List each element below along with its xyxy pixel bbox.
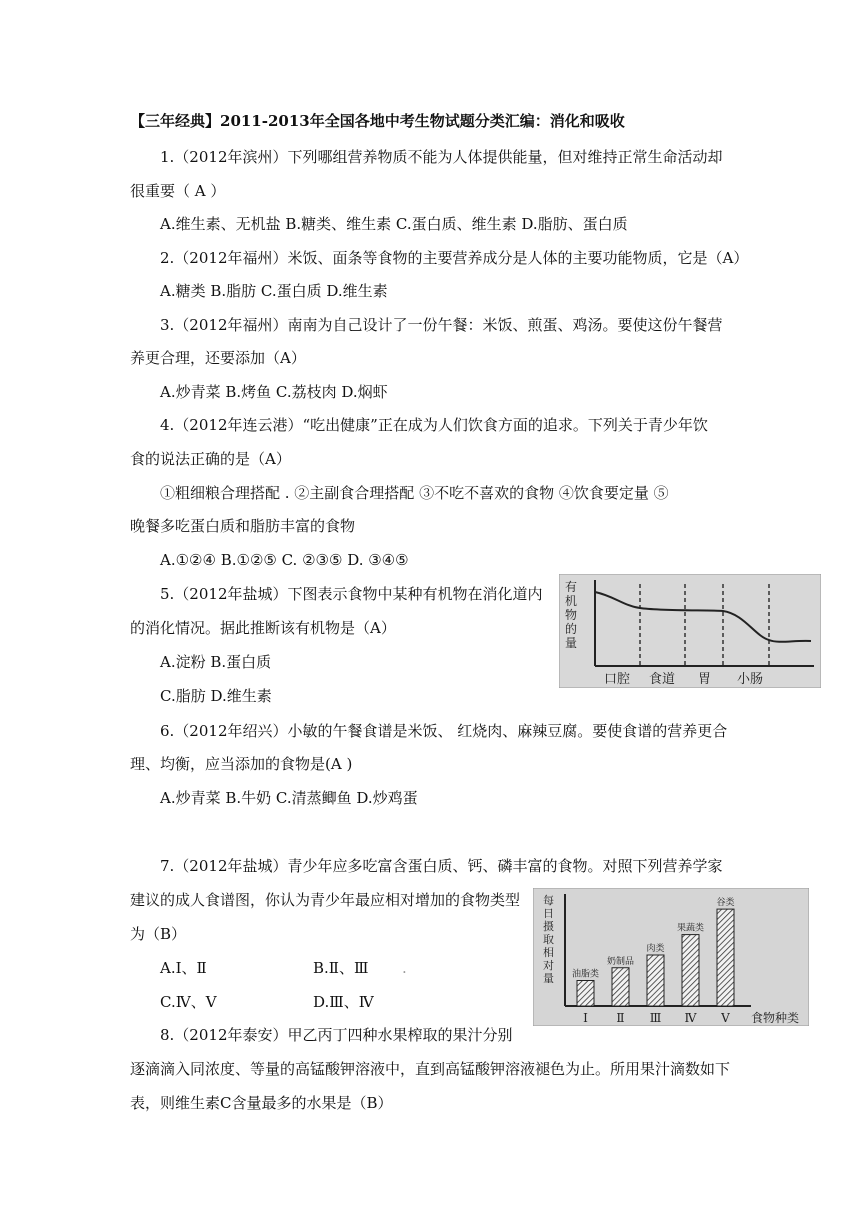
y-axis-label [565, 580, 577, 650]
question-7-option-a: A.Ⅰ、Ⅱ [160, 959, 207, 977]
question-1-stem: 1.（2012年滨州）下列哪组营养物质不能为人体提供能量，但对维持正常生命活动却 [160, 148, 723, 166]
question-1-stem-cont: 很重要（ A ） [130, 182, 226, 200]
question-7-option-d: D.Ⅲ、Ⅳ [313, 993, 374, 1011]
stray-dot: . [402, 959, 407, 977]
bar-label: 果蔬类 [676, 923, 705, 934]
question-8-stem-cont2: 表，则维生素C含量最多的水果是（B） [130, 1094, 393, 1112]
y-axis-label-char: 物 [565, 608, 578, 622]
food-bar-chart-figure [533, 888, 809, 1026]
question-7-option-c: C.Ⅳ、Ⅴ [160, 993, 217, 1011]
y-axis-label-char: 日 [543, 907, 554, 920]
y-axis-label-char: 取 [543, 933, 554, 946]
y-axis-label-char: 的 [565, 622, 578, 636]
bar-label: 肉类 [646, 944, 665, 954]
x-tick-label: Ⅴ [721, 1011, 730, 1025]
y-axis-label-char: 相 [543, 946, 554, 959]
bar [717, 909, 734, 1006]
question-4-options: A.①②④ B.①②⑤ C. ②③⑤ D. ③④⑤ [160, 551, 409, 569]
bar [647, 955, 664, 1006]
question-3-stem-cont: 养更合理，还要添加（A） [130, 349, 306, 367]
x-tick-label: Ⅳ [684, 1011, 697, 1025]
question-6-stem-cont: 理、均衡，应当添加的食物是(A ) [130, 755, 353, 773]
digestion-curve-figure [559, 574, 821, 688]
question-5-options-cd: C.脂肪 D.维生素 [160, 687, 272, 705]
question-6-stem: 6.（2012年绍兴）小敏的午餐食谱是米饭、 红烧肉、麻辣豆腐。要使食谱的营养更合 [160, 722, 728, 740]
bar [682, 935, 699, 1006]
question-4-items-cont: 晚餐多吃蛋白质和脂肪丰富的食物 [130, 517, 356, 535]
bar-label: 奶制品 [606, 956, 635, 967]
x-tick-label: Ⅲ [649, 1011, 662, 1025]
bar [612, 968, 629, 1006]
question-8-stem-cont: 逐滴滴入同浓度、等量的高锰酸钾溶液中，直到高锰酸钾溶液褪色为止。所用果汁滴数如下 [130, 1060, 731, 1078]
question-3-stem: 3.（2012年福州）南南为自己设计了一份午餐：米饭、煎蛋、鸡汤。要使这份午餐营 [160, 316, 723, 334]
question-4-items: ①粗细粮合理搭配 . ②主副食合理搭配 ③不吃不喜欢的食物 ④饮食要定量 ⑤ [160, 484, 669, 502]
question-5-stem: 5.（2012年盐城）下图表示食物中某种有机物在消化道内 [160, 585, 543, 603]
y-axis-label-char: 量 [565, 636, 578, 650]
y-axis-label-char: 量 [543, 972, 554, 985]
region-label-small-intestine: 小肠 [737, 672, 764, 687]
question-6-options: A.炒青菜 B.牛奶 C.清蒸鲫鱼 D.炒鸡蛋 [160, 789, 418, 807]
bar-label: 油脂类 [571, 969, 600, 980]
y-axis-label-char: 摄 [543, 920, 554, 933]
y-axis-label-char: 机 [565, 594, 578, 608]
page-title: 【三年经典】2011-2013年全国各地中考生物试题分类汇编：消化和吸收 [130, 112, 625, 130]
y-axis-label-char: 有 [565, 580, 578, 594]
question-3-options: A.炒青菜 B.烤鱼 C.荔枝肉 D.焖虾 [160, 383, 388, 401]
bar-label: 谷类 [716, 898, 735, 909]
question-8-stem: 8.（2012年泰安）甲乙丙丁四种水果榨取的果汁分别 [160, 1026, 513, 1044]
question-5-options-ab: A.淀粉 B.蛋白质 [160, 653, 272, 671]
bar [577, 981, 594, 1007]
question-7-stem: 7.（2012年盐城）青少年应多吃富含蛋白质、钙、磷丰富的食物。对照下列营养学家 [160, 857, 723, 875]
question-2-stem: 2.（2012年福州）米饭、面条等食物的主要营养成分是人体的主要功能物质，它是（A） [160, 249, 749, 267]
question-1-options: A.维生素、无机盐 B.糖类、维生素 C.蛋白质、维生素 D.脂肪、蛋白质 [160, 215, 628, 233]
question-7-option-b: B.Ⅱ、Ⅲ [313, 959, 369, 977]
question-7-stem-cont2: 为（B） [130, 925, 187, 943]
y-axis-label-char: 对 [543, 959, 554, 972]
y-axis-label-char: 每 [543, 894, 554, 907]
x-tick-label: Ⅱ [616, 1011, 625, 1025]
question-5-stem-cont: 的消化情况。据此推断该有机物是（A） [130, 619, 396, 637]
y-axis-label [543, 893, 554, 985]
question-7-stem-cont: 建议的成人食谱图，你认为青少年最应相对增加的食物类型 [130, 891, 521, 909]
region-label-mouth: 口腔 [604, 672, 631, 687]
x-tick-label: Ⅰ [583, 1011, 588, 1025]
x-axis-label: 食物种类 [751, 1011, 800, 1025]
region-label-stomach: 胃 [698, 672, 712, 687]
question-2-options: A.糖类 B.脂肪 C.蛋白质 D.维生素 [160, 282, 388, 300]
question-4-stem: 4.（2012年连云港）“吃出健康”正在成为人们饮食方面的追求。下列关于青少年饮 [160, 416, 708, 434]
region-label-esophagus: 食道 [649, 672, 676, 687]
question-4-stem-cont: 食的说法正确的是（A） [130, 450, 291, 468]
